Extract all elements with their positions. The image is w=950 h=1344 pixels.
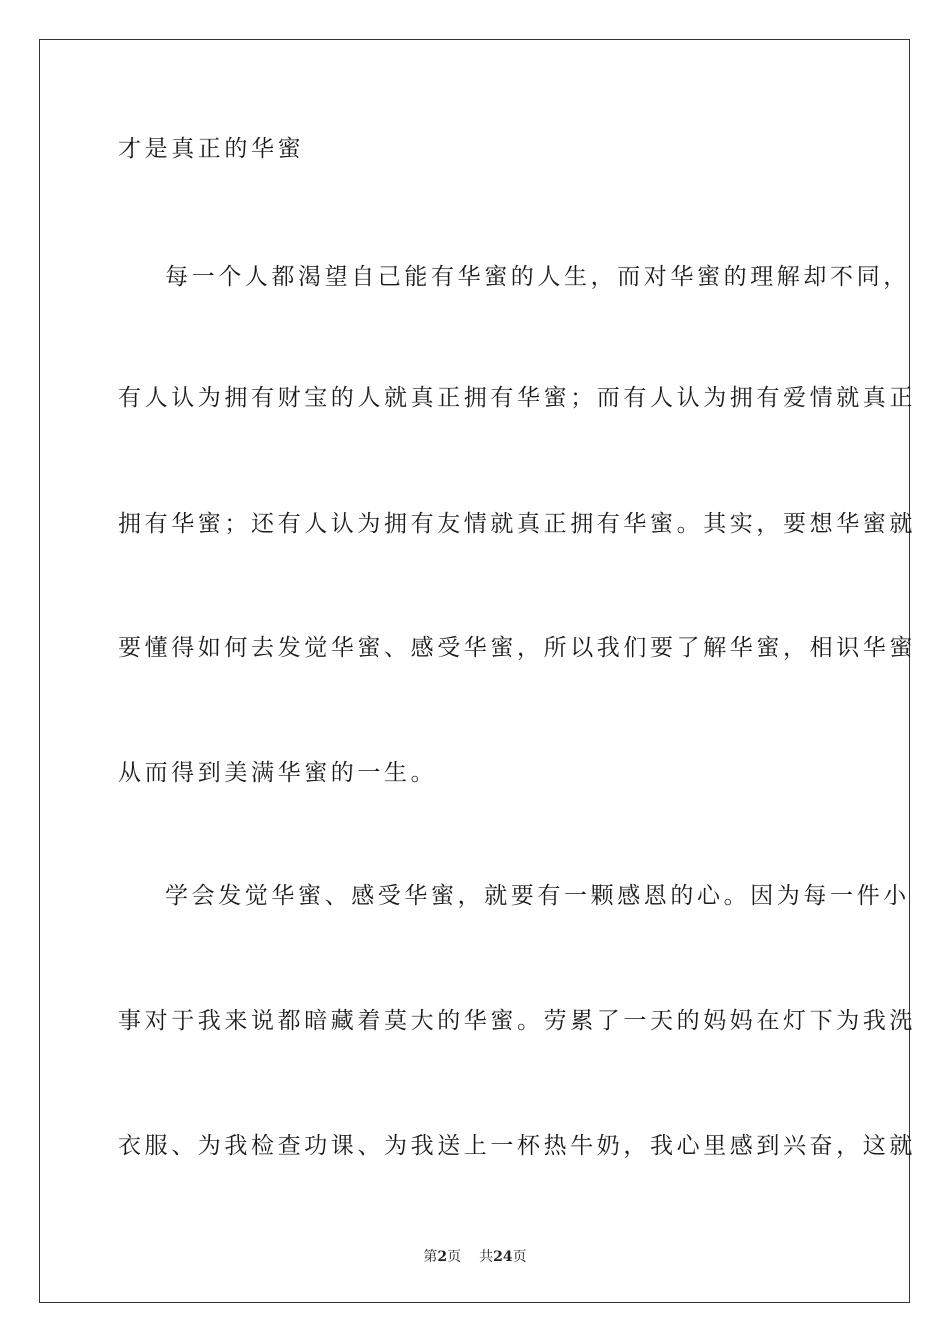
footer-total-suffix: 页 bbox=[512, 1249, 527, 1265]
text-line-1: 才是真正的华蜜 bbox=[118, 136, 305, 162]
text-line-3: 有人认为拥有财宝的人就真正拥有华蜜；而有人认为拥有爱情就真正 bbox=[118, 385, 916, 411]
page-footer bbox=[0, 1248, 950, 1266]
footer-total-pages: 24 bbox=[493, 1249, 513, 1265]
text-line-5: 要懂得如何去发觉华蜜、感受华蜜，所以我们要了解华蜜，相识华蜜 bbox=[118, 635, 916, 661]
text-line-4: 拥有华蜜；还有人认为拥有友情就真正拥有华蜜。其实，要想华蜜就 bbox=[118, 511, 916, 537]
footer-page-number: 2 bbox=[437, 1249, 448, 1265]
text-line-8: 事对于我来说都暗藏着莫大的华蜜。劳累了一天的妈妈在灯下为我洗 bbox=[118, 1008, 916, 1034]
page-border bbox=[39, 39, 916, 1303]
text-line-6: 从而得到美满华蜜的一生。 bbox=[118, 760, 438, 786]
footer-page-suffix: 页 bbox=[447, 1249, 462, 1265]
text-line-2: 每一个人都渴望自己能有华蜜的人生，而对华蜜的理解却不同， bbox=[165, 264, 910, 290]
footer-page-prefix: 第 bbox=[423, 1249, 438, 1265]
text-line-9: 衣服、为我检查功课、为我送上一杯热牛奶，我心里感到兴奋，这就 bbox=[118, 1133, 916, 1159]
text-line-7: 学会发觉华蜜、感受华蜜，就要有一颗感恩的心。因为每一件小 bbox=[165, 883, 910, 909]
footer-total-prefix: 共 bbox=[479, 1249, 494, 1265]
